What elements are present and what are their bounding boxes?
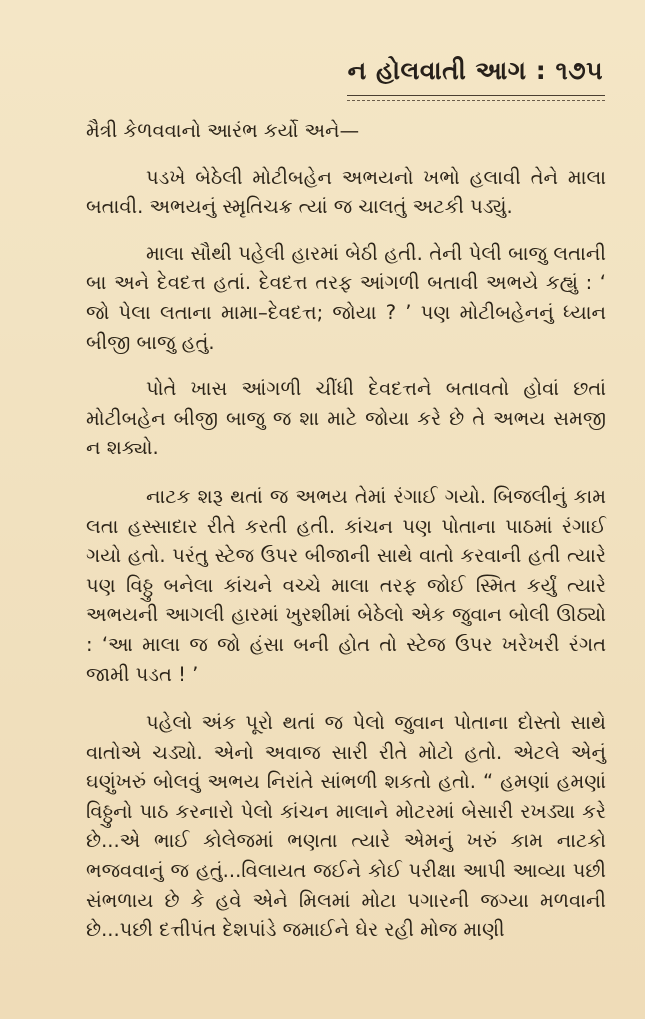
header-rule xyxy=(347,95,605,101)
paragraph-2: પડખે બેઠેલી મોટીબહેન અભયનો ખભો હલાવી તેને માલા બતાવી. અભયનું સ્મૃતિચક્ર ત્યાં જ ચાલતું અટકી પડ્યું. xyxy=(86,165,606,219)
paragraph-1: મૈત્રી કેળવવાનો આરંભ કર્યો અને— xyxy=(86,119,360,142)
running-head: ન હોલવાતી આગ : ૧૭૫ xyxy=(347,56,603,85)
paragraph-4: પોતે ખાસ આંગળી ચીંધી દેવદત્તને બતાવતો હોવાં છતાં મોટીબહેન બીજી બાજુ જ શા માટે જોયા કરે છે તે અભય સમજી ન શક્યો. xyxy=(86,377,606,460)
paragraph-3: માલા સૌથી પહેલી હારમાં બેઠી હતી. તેની પેલી બાજુ લતાની બા અને દેવદત્ત હતાં. દેવદત્ત તરફ આંગળી બતાવી અભયે કહ્યું : ‘ જો પેલા લતાના મામા–દેવદત્ત; જોયા ? ’ પણ મોટીબહેનનું ધ્યાન બીજી બાજુ હતું. xyxy=(86,241,606,354)
paragraph-6: પહેલો અંક પૂરો થતાં જ પેલો જુવાન પોતાના દોસ્તો સાથે વાતોએ ચડ્યો. એનો અવાજ સારી રીતે મોટો હતો. એટલે એનું ઘણુંખરું બોલવું અભય નિરાંતે સાંભળી શકતો હતો. “ હમણાં હમણાં વિઠ્ઠુનો પાઠ કરનારો પેલો કાંચન માલાને મોટરમાં બેસારી રખડ્યા કરે છે...એ ભાઈ કોલેજમાં ભણતા ત્યારે એમનું ખરું કામ નાટકો ભજવવાનું જ હતું...વિલાયત જઈને કોઈ પરીક્ષા આપી આવ્યા પછી સંભળાય છે કે હવે એને મિલમાં મોટા પગારની જગ્યા મળવાની છે...પછી દત્તીપંત દેશપાંડે જમાઈને ઘેર રહી મોજ માણી xyxy=(86,711,606,942)
paragraph-5: નાટક શરૂ થતાં જ અભય તેમાં રંગાઈ ગયો. બિજલીનું કામ લતા હસ્સાદાર રીતે કરતી હતી. કાંચન પણ પોતાના પાઠમાં રંગાઈ ગયો હતો. પરંતુ સ્ટેજ ઉપર બીજાની સાથે વાતો કરવાની હતી ત્યારે પણ વિઠ્ઠુ બનેલા કાંચને વચ્ચે માલા તરફ જોઈ સ્મિત કર્યું ત્યારે અભયની આગલી હારમાં ખુરશીમાં બેઠેલો એક જુવાન બોલી ઊઠ્યો : ‘આ માલા જ જો હંસા બની હોત તો સ્ટેજ ઉપર ખરેખરી રંગત જામી પડત ! ’ xyxy=(86,484,606,686)
body-text xyxy=(86,116,606,962)
